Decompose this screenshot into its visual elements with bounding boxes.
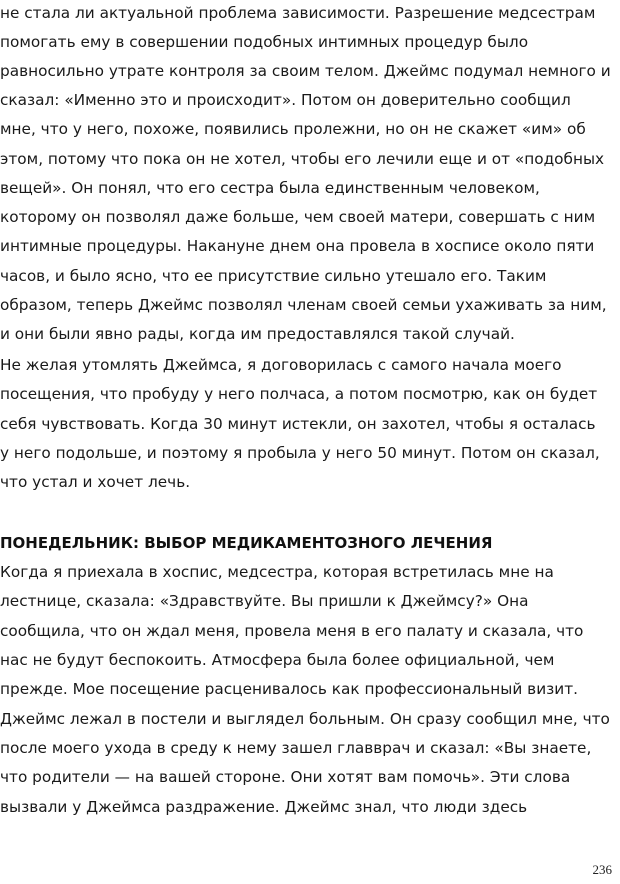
body-text-line: равносильно утрате контроля за своим телом. Джеймс подумал немного и (0, 62, 611, 80)
body-text-line: Джеймс лежал в постели и выглядел больным. Он сразу сообщил мне, что (0, 710, 610, 728)
body-text-line: сообщила, что он ждал меня, провела меня в его палату и сказала, что (0, 622, 584, 640)
body-text-line: вещей». Он понял, что его сестра была единственным человеком, (0, 179, 540, 197)
body-text-line: после моего ухода в среду к нему зашел главврач и сказал: «Вы знаете, (0, 739, 592, 757)
body-text-line: этом, потому что пока он не хотел, чтобы его лечили еще и от «подобных (0, 150, 605, 168)
body-text-line: что родители — на вашей стороне. Они хотят вам помочь». Эти слова (0, 768, 571, 786)
body-text-line: вызвали у Джеймса раздражение. Джеймс знал, что люди здесь (0, 798, 528, 816)
body-text-line: образом, теперь Джеймс позволял членам своей семьи ухаживать за ним, (0, 296, 607, 314)
body-text-line: у него подольше, и поэтому я пробыла у него 50 минут. Потом он сказал, (0, 444, 600, 462)
body-text-line: и они были явно рады, когда им предоставлялся такой случай. (0, 325, 515, 343)
body-text-line: Когда я приехала в хоспис, медсестра, которая встретилась мне на (0, 563, 554, 581)
body-text-line: лестнице, сказала: «Здравствуйте. Вы пришли к Джеймсу?» Она (0, 592, 529, 610)
section-heading: ПОНЕДЕЛЬНИК: ВЫБОР МЕДИКАМЕНТОЗНОГО ЛЕЧЕНИЯ (0, 534, 493, 552)
page-number: 236 (592, 862, 612, 877)
body-text-line: себя чувствовать. Когда 30 минут истекли, он захотел, чтобы я осталась (0, 415, 596, 433)
body-text-line: прежде. Мое посещение расценивалось как профессиональный визит. (0, 680, 578, 698)
body-text-line: часов, и было ясно, что ее присутствие сильно утешало его. Таким (0, 267, 547, 285)
body-text-line: мне, что у него, похоже, появились пролежни, но он не скажет «им» об (0, 120, 586, 138)
body-text-line: не стала ли актуальной проблема зависимости. Разрешение медсестрам (0, 4, 596, 22)
body-text-line: посещения, что пробуду у него полчаса, а потом посмотрю, как он будет (0, 385, 598, 403)
body-text-line: интимные процедуры. Накануне днем она провела в хосписе около пяти (0, 237, 595, 255)
body-text-line: нас не будут беспокоить. Атмосфера была более официальной, чем (0, 651, 555, 669)
body-text-line: сказал: «Именно это и происходит». Потом он доверительно сообщил (0, 91, 571, 109)
body-text-line: Не желая утомлять Джеймса, я договорилась с самого начала моего (0, 356, 562, 374)
body-text-line: помогать ему в совершении подобных интимных процедур было (0, 33, 529, 51)
body-text-line: которому он позволял даже больше, чем своей матери, совершать с ним (0, 208, 596, 226)
body-text-line: что устал и хочет лечь. (0, 473, 191, 491)
